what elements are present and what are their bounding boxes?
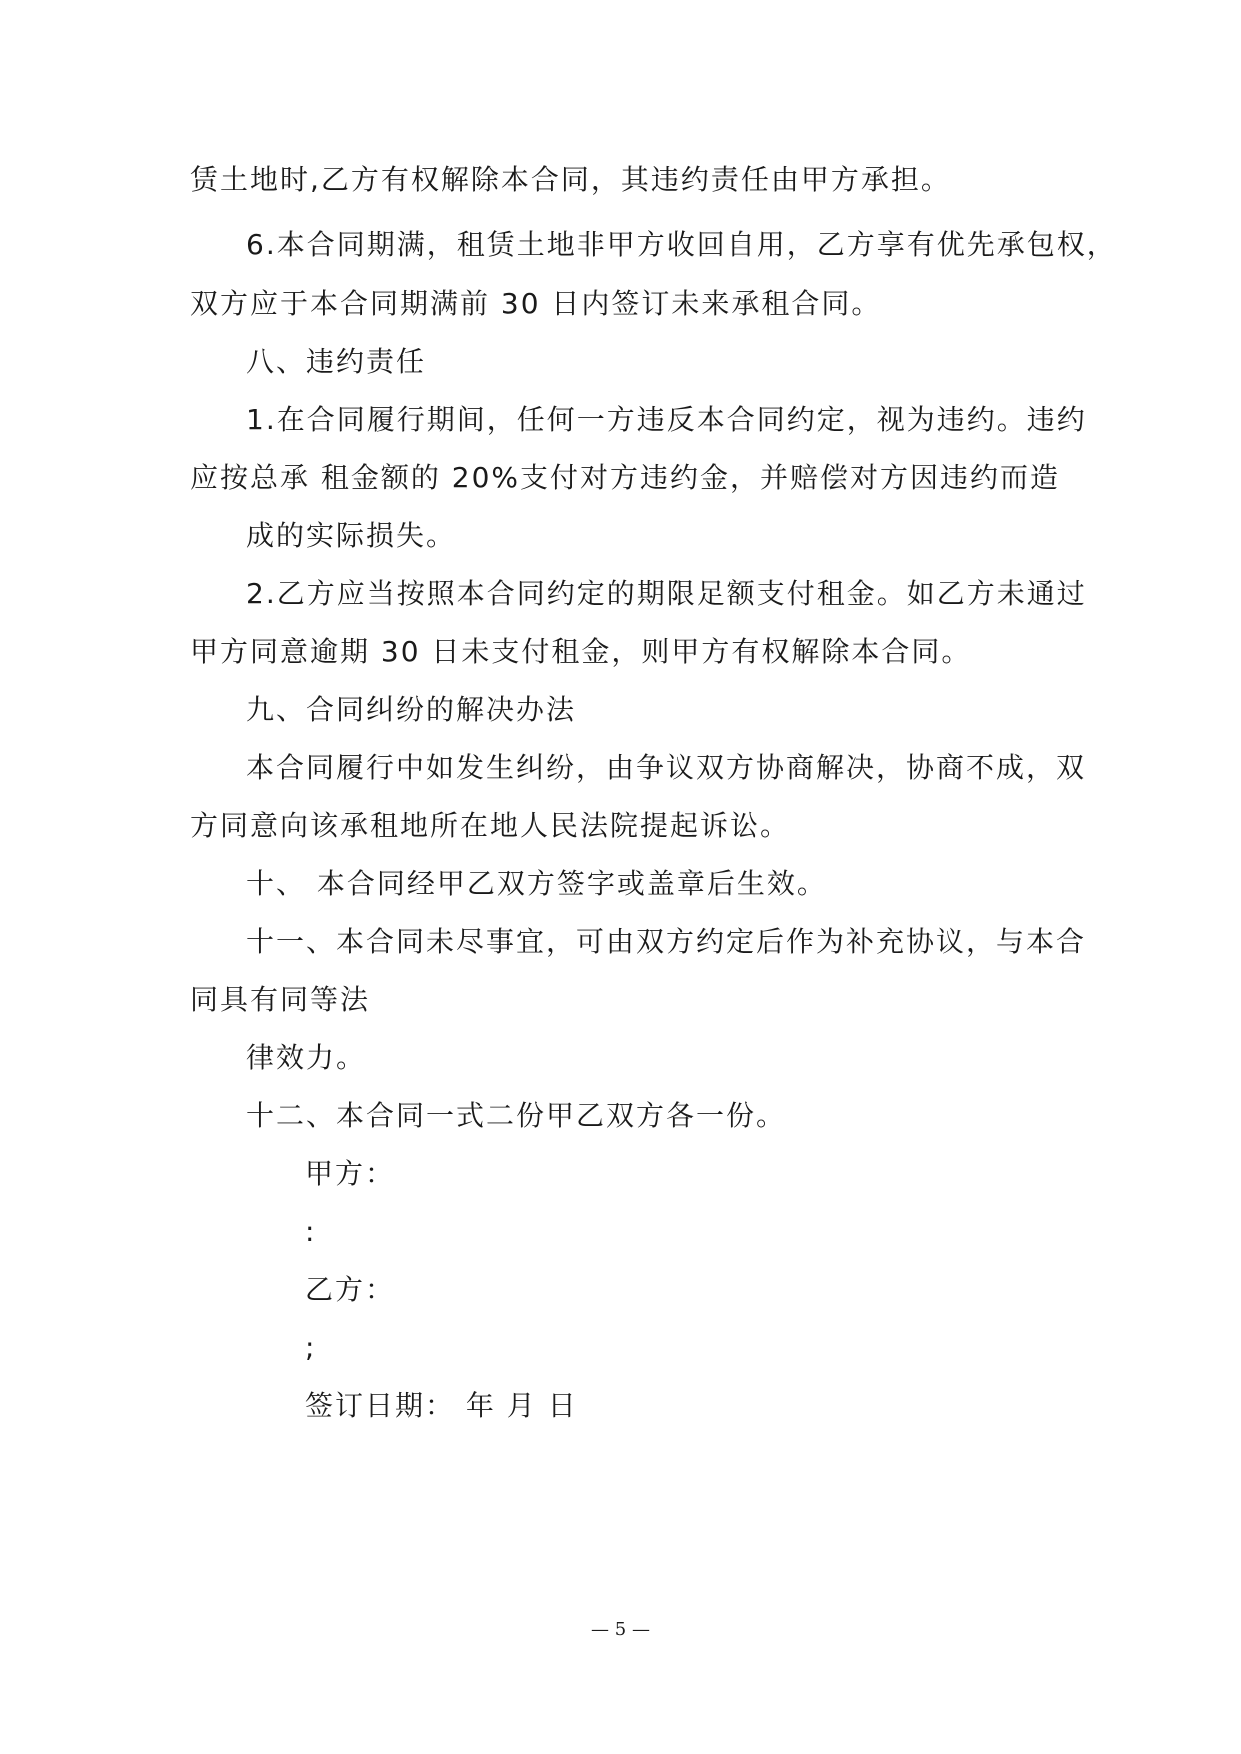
- party-b-label: 乙方：: [305, 1273, 396, 1306]
- text-line: 6.本合同期满，租赁土地非甲方收回自用，乙方享有优先承包权，: [246, 228, 1117, 261]
- text-line: 成的实际损失。: [246, 519, 457, 552]
- party-a-field: :: [305, 1215, 317, 1248]
- text-line: 1.在合同履行期间，任何一方违反本合同约定，视为违约。违约: [246, 403, 1087, 436]
- page-number: — 5 —: [591, 1619, 650, 1640]
- party-a-label: 甲方：: [305, 1157, 396, 1190]
- text-line: 律效力。: [246, 1041, 367, 1074]
- text-line: 本合同履行中如发生纠纷，由争议双方协商解决，协商不成，双: [246, 751, 1087, 784]
- text-line: 赁土地时,乙方有权解除本合同，其违约责任由甲方承担。: [190, 163, 951, 196]
- text-line: 同具有同等法: [190, 983, 371, 1016]
- text-line: 应按总承 租金额的 20%支付对方违约金，并赔偿对方因违约而造: [190, 461, 1061, 494]
- text-line: 十一、本合同未尽事宜，可由双方约定后作为补充协议，与本合: [246, 925, 1087, 958]
- signing-date: 签订日期： 年 月 日: [305, 1389, 578, 1422]
- section-heading: 九、合同纠纷的解决办法: [246, 693, 577, 726]
- text-line: 2.乙方应当按照本合同约定的期限足额支付租金。如乙方未通过: [246, 577, 1087, 610]
- text-line: 甲方同意逾期 30 日未支付租金，则甲方有权解除本合同。: [190, 635, 972, 668]
- section-heading: 十、 本合同经甲乙双方签字或盖章后生效。: [246, 867, 827, 900]
- text-line: 双方应于本合同期满前 30 日内签订未来承租合同。: [190, 287, 882, 320]
- section-heading: 八、违约责任: [246, 345, 427, 378]
- section-heading: 十二、本合同一式二份甲乙双方各一份。: [246, 1099, 787, 1132]
- party-b-field: ;: [305, 1331, 317, 1364]
- text-line: 方同意向该承租地所在地人民法院提起诉讼。: [190, 809, 791, 842]
